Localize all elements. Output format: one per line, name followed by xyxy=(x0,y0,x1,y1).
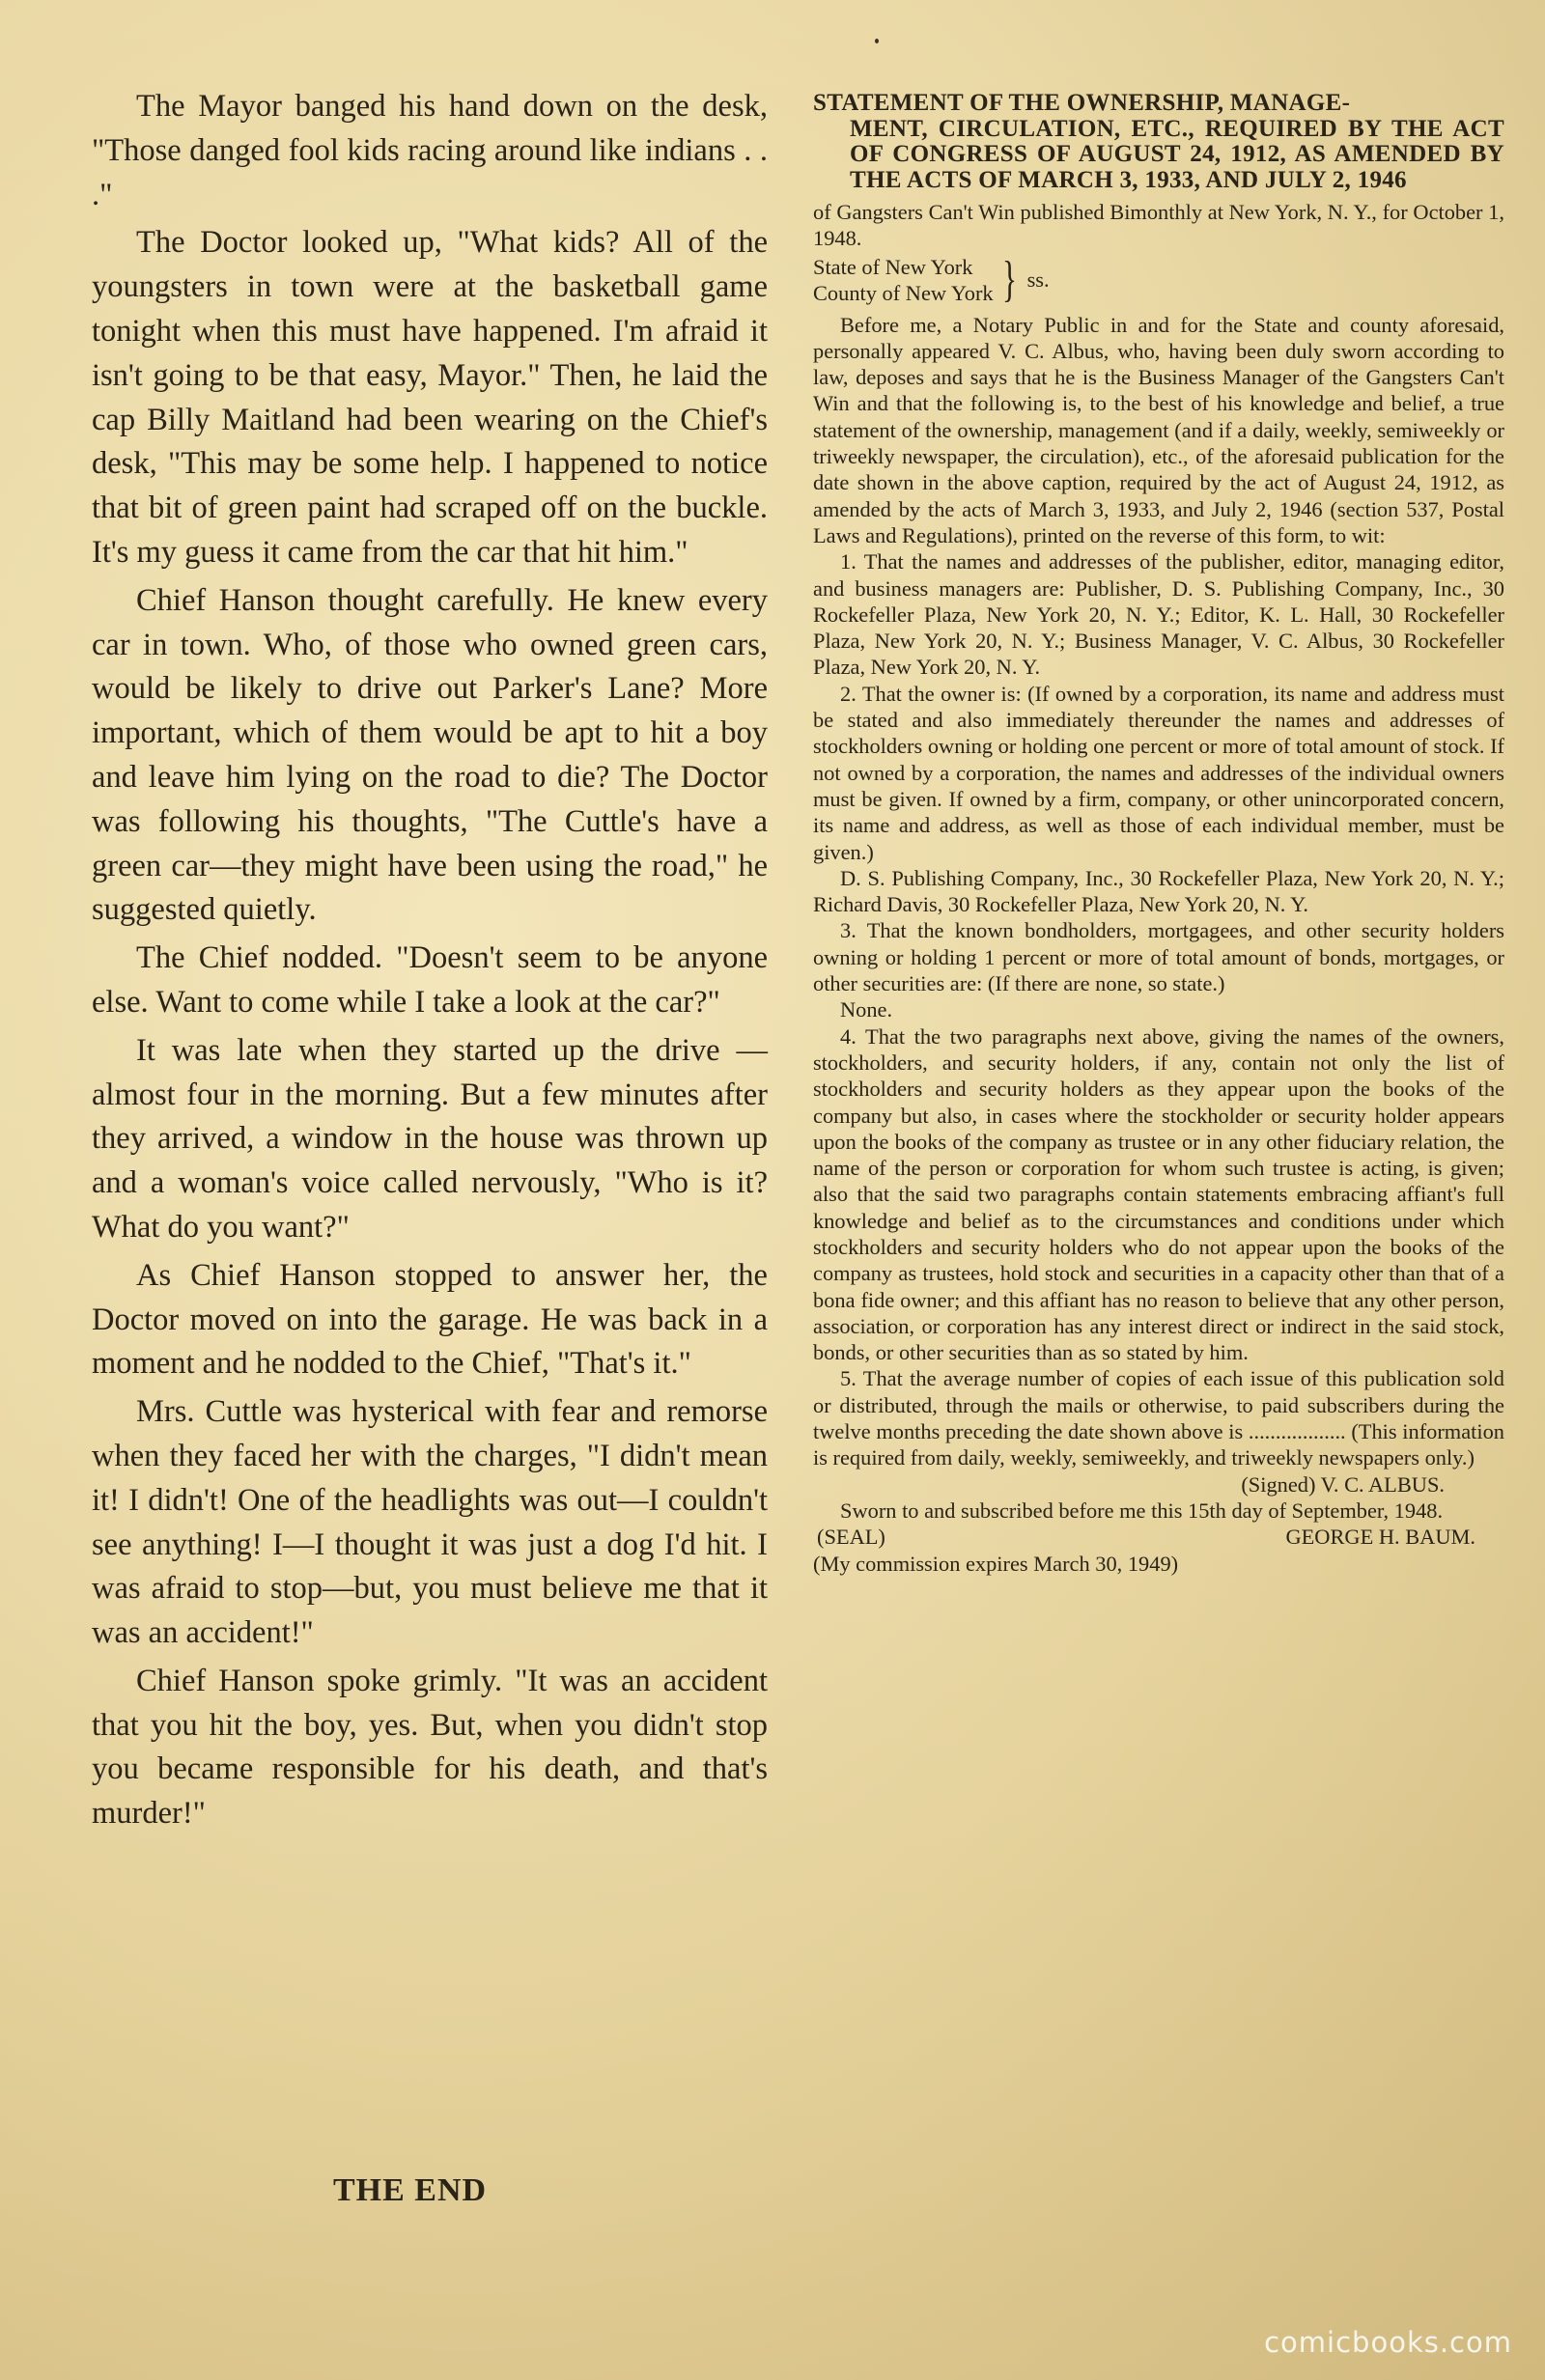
ink-speck xyxy=(875,39,879,43)
venue-block xyxy=(813,251,1504,307)
the-end-label: THE END xyxy=(333,2172,488,2208)
ownership-statement xyxy=(813,91,1504,1577)
commission-line: (My commission expires March 30, 1949) xyxy=(813,1551,1179,1576)
notary-name: GEORGE H. BAUM. xyxy=(1285,1525,1475,1550)
story-column xyxy=(92,85,768,1840)
statement-paragraph: Before me, a Notary Public in and for the State and county aforesaid, personally appeared V. C. Albus, who, having been duly sworn according to law, deposes and says that he is the Business Manager of the Gangsters Can't Win and that the following is, to the best of his knowledge and belief, a true statement of the ownership, management (and if a daily, weekly, semiweekly or triweekly newspaper, the circulation), etc., of the aforesaid publication for the date shown in the above caption, required by the act of August 24, 1912, as amended by the acts of March 3, 1933, and July 2, 1946 (section 537, Postal Laws and Regulations), printed on the reverse of this form, to wit: xyxy=(813,312,1504,547)
statement-paragraph: 4. That the two paragraphs next above, giving the names of the owners, stockholders, and security holders, if any, contain not only the list of stockholders and security holders as they appear upon the books of the company but also, in cases where the stockholder or security holder appears upon the books of the company as trustee or in any other fiduciary relation, the name of the person or corporation for whom such trustee is acting, is given; also that the said two paragraphs contain statements embracing affiant's full knowledge and belief as to the circumstances and conditions under which stockholders and security holders who do not appear upon the books of the company as trustees, hold stock and securities in a capacity other than that of a bona fide owner; and this affiant has no reason to believe that any other person, association, or corporation has any interest direct or indirect in the said stock, bonds, or other securities than as so stated by him. xyxy=(813,1023,1504,1365)
state-line: State of New York xyxy=(813,254,973,279)
seal-label: (SEAL) xyxy=(817,1525,885,1550)
seal-line xyxy=(813,1524,1504,1550)
signed-text: (Signed) V. C. ALBUS. xyxy=(1241,1471,1445,1497)
statement-title-rest: MENT, CIRCULATION, ETC., REQUIRED BY THE ACT OF CONGRESS OF AUGUST 24, 1912, AS AMENDED BY THE ACTS OF MARCH 3, 1933, AND JULY 2, 1946 xyxy=(850,115,1504,193)
story-paragraph: Mrs. Cuttle was hysterical with fear and remorse when they faced her with the charges, "I didn't mean it! I didn't! One of the headlights was out—I couldn't see anything! I—I thought it was just a dog I'd hit. I was afraid to stop—but, you must believe me that it was an accident!" xyxy=(92,1394,768,1651)
story-paragraph: It was late when they started up the drive —almost four in the morning. But a few minutes after they arrived, a window in the house was thrown up and a woman's voice called nervously, "Who is it? What do you want?" xyxy=(92,1032,768,1245)
statement-paragraph: 2. That the owner is: (If owned by a corporation, its name and address must be stated and also immediately thereunder the names and addresses of stockholders owning or holding one percent or more of total amount of stock. If not owned by a corporation, the names and addresses of the individual owners must be given. If owned by a firm, company, or other unincorporated concern, its name and address, as well as those of each individual member, must be given.) xyxy=(813,681,1504,864)
statement-paragraph: D. S. Publishing Company, Inc., 30 Rockefeller Plaza, New York 20, N. Y.; Richard Davis, 30 Rockefeller Plaza, New York 20, N. Y. xyxy=(813,865,1504,917)
sworn-paragraph: Sworn to and subscribed before me this 15th day of September, 1948. xyxy=(840,1498,1444,1523)
statement-intro: of Gangsters Can't Win published Bimonthly at New York, N. Y., for October 1, 1948. xyxy=(813,200,1504,251)
story-paragraph: The Mayor banged his hand down on the desk, "Those danged fool kids racing around like indians . . ." xyxy=(92,89,768,212)
story-paragraph: As Chief Hanson stopped to answer her, the Doctor moved on into the garage. He was back in a moment and he nodded to the Chief, "That's it." xyxy=(92,1257,768,1382)
statement-paragraph: 1. That the names and addresses of the publisher, editor, managing editor, and business managers are: Publisher, D. S. Publishing Company, Inc., 30 Rockefeller Plaza, New York 20, N. Y.; Editor, K. L. Hall, 30 Rockefeller Plaza, New York 20, N. Y.; Business Manager, V. C. Albus, 30 Rockefeller Plaza, New York 20, N. Y. xyxy=(813,549,1504,680)
site-watermark: comicbooks.com xyxy=(1264,2326,1512,2359)
story-paragraph: Chief Hanson thought carefully. He knew every car in town. Who, of those who owned green cars, would be likely to drive out Parker's Lane? More important, which of them would be apt to hit a boy and leave him lying on the road to die? The Doctor was following his thoughts, "The Cuttle's have a green car—they might have been using the road," he suggested quietly. xyxy=(92,582,768,928)
statement-paragraph: 5. That the average number of copies of each issue of this publication sold or distributed, through the mails or otherwise, to paid subscribers during the twelve months preceding the date shown above is .................. (This information is required from daily, weekly, semiweekly, and triweekly newspapers only.) xyxy=(813,1366,1504,1470)
county-line: County of New York xyxy=(813,280,994,305)
statement-title-line1: STATEMENT OF THE OWNERSHIP, MANAGE- xyxy=(813,90,1351,116)
statement-paragraph: None. xyxy=(840,997,893,1022)
signature-line xyxy=(813,1471,1504,1498)
brace-icon: } xyxy=(1001,251,1017,307)
story-paragraph: The Chief nodded. "Doesn't seem to be anyone else. Want to come while I take a look at the car?" xyxy=(92,940,768,1020)
story-paragraph: The Doctor looked up, "What kids? All of the youngsters in town were at the basketball game tonight when this must have happened. I'm afraid it isn't going to be that easy, Mayor." Then, he laid the cap Billy Maitland had been wearing on the Chief's desk, "This may be some help. I happened to notice that bit of green paint had scraped off on the buckle. It's my guess it came from the car that hit him." xyxy=(92,225,768,570)
story-paragraph: Chief Hanson spoke grimly. "It was an accident that you hit the boy, yes. But, when you didn't stop you became responsible for his death, and that's murder!" xyxy=(92,1663,768,1832)
statement-paragraph: 3. That the known bondholders, mortgagees, and other security holders owning or holding 1 percent or more of total amount of bonds, mortgages, or other securities are: (If there are none, so state.) xyxy=(813,918,1504,996)
statement-title xyxy=(813,91,1504,193)
ss-label: ss. xyxy=(1026,267,1050,293)
